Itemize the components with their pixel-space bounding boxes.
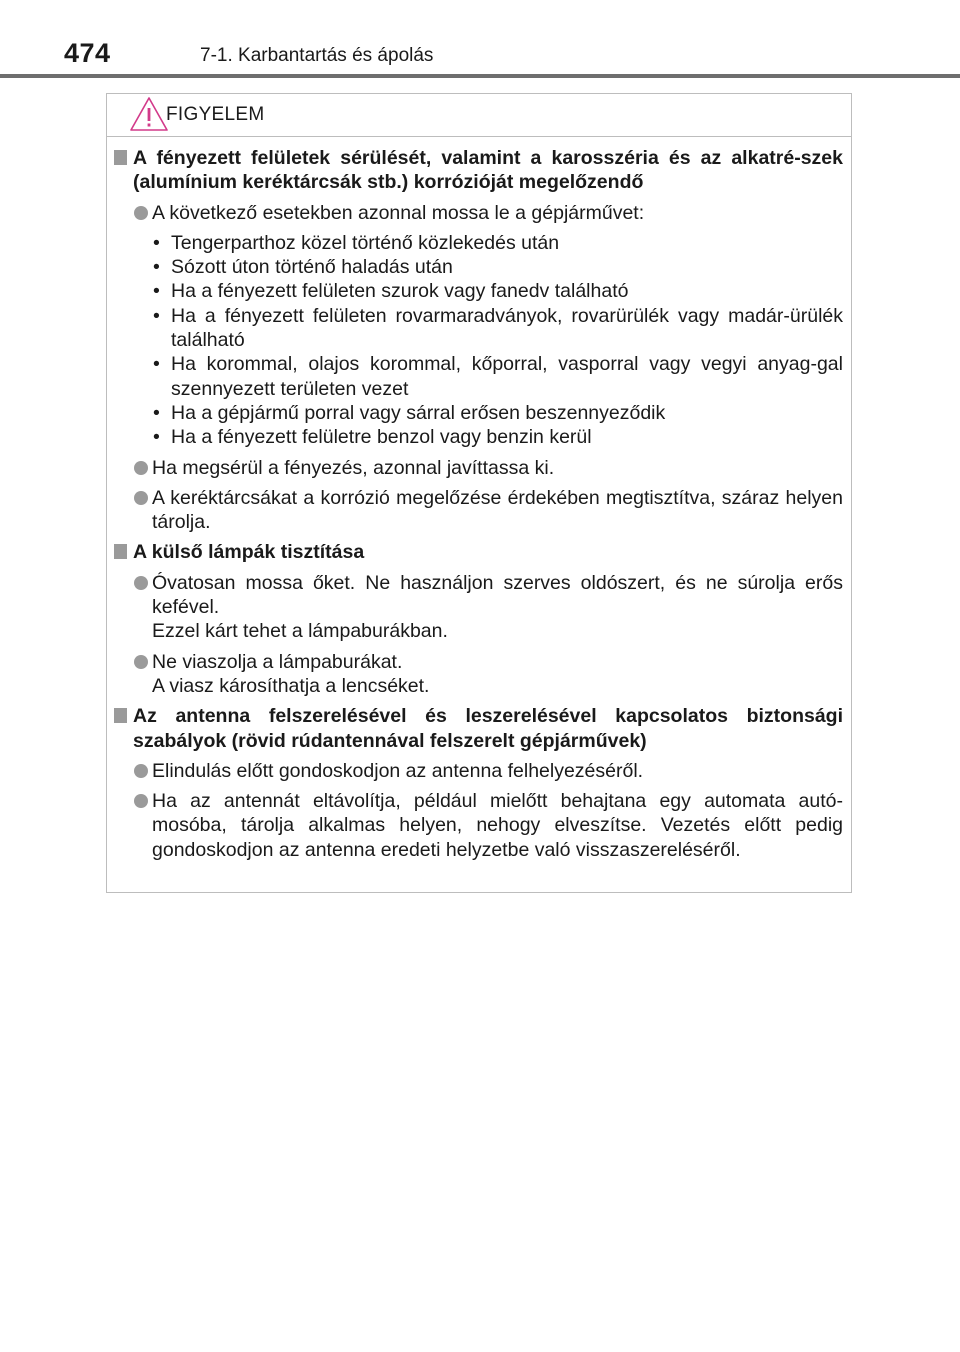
warning-header xyxy=(107,94,851,137)
item-text: Óvatosan mossa őket. Ne használjon szerves oldószert, és ne súrolja erős kefével. xyxy=(152,571,843,619)
round-bullet-icon xyxy=(134,491,148,505)
item-text: Elindulás előtt gondoskodjon az antenna felhelyezéséről. xyxy=(152,759,644,782)
round-bullet-icon xyxy=(134,576,148,590)
round-bullet-icon xyxy=(134,794,148,808)
round-bullet-icon xyxy=(134,206,148,220)
sub-bullet-item: • Ha korommal, olajos korommal, kőporral, vasporral vagy vegyi anyag-gal szennyezett területen vezet xyxy=(153,353,843,400)
square-bullet-icon xyxy=(114,150,127,165)
section-heading xyxy=(107,146,853,195)
section-heading xyxy=(107,704,853,753)
sub-bullet-item: • Tengerparthoz közel történő közlekedés után xyxy=(153,231,560,254)
sub-bullet-item: • Ha a fényezett felületen rovarmaradványok, rovarürülék vagy madár-ürülék található xyxy=(153,304,843,352)
list-item xyxy=(107,456,853,480)
warning-box xyxy=(106,93,852,893)
sub-bullet-item: • Ha a fényezett felületen szurok vagy fanedv található xyxy=(153,280,629,303)
warning-triangle-icon xyxy=(129,96,169,132)
page-header xyxy=(0,0,960,80)
page-number: 474 xyxy=(64,38,111,68)
warning-title: FIGYELEM xyxy=(166,104,265,125)
header-rule xyxy=(0,74,960,78)
square-bullet-icon xyxy=(114,708,127,723)
sub-bullet-item: • Ha a fényezett felületre benzol vagy benzin kerül xyxy=(153,426,592,449)
item-text: Ne viaszolja a lámpaburákat. xyxy=(152,650,403,673)
round-bullet-icon xyxy=(134,461,148,475)
section-heading-text: Az antenna felszerelésével és leszerelésével kapcsolatos biztonsági szabályok (rövid rúdantennával felszerelt gépjárművek) xyxy=(133,705,843,752)
section-heading-text: A fényezett felületek sérülését, valamint a karosszéria és az alkatré-szek (alumínium keréktárcsák stb.) korrózióját megelőzendő xyxy=(133,147,843,194)
item-text: A következő esetekben azonnal mossa le a gépjárművet: xyxy=(152,201,645,224)
list-item xyxy=(107,201,853,225)
square-bullet-icon xyxy=(114,544,127,559)
item-text: Ha az antennát eltávolítja, például mielőtt behajtana egy automata autó-mosóba, tárolja alkalmas helyen, nehogy elveszítse. Vezetés előtt pedig gondoskodjon az antenna eredeti helyzetbe való visszaszereléséről. xyxy=(152,790,843,861)
section-heading xyxy=(107,540,853,564)
item-text: Ha megsérül a fényezés, azonnal javíttassa ki. xyxy=(152,456,555,479)
section-title: 7-1. Karbantartás és ápolás xyxy=(200,45,434,66)
item-note: Ezzel kárt tehet a lámpaburákban. xyxy=(152,620,448,643)
round-bullet-icon xyxy=(134,655,148,669)
section-heading-text: A külső lámpák tisztítása xyxy=(133,541,365,564)
list-item xyxy=(107,571,853,644)
list-item xyxy=(107,759,853,783)
item-note: A viasz károsíthatja a lencséket. xyxy=(152,674,430,697)
list-item xyxy=(107,650,853,699)
warning-content xyxy=(107,146,853,868)
round-bullet-icon xyxy=(134,764,148,778)
sub-bullet-list xyxy=(107,231,853,450)
item-text: A keréktárcsákat a korrózió megelőzése érdekében megtisztítva, száraz helyen tárolja. xyxy=(152,486,843,534)
sub-bullet-item: • Sózott úton történő haladás után xyxy=(153,256,453,279)
list-item xyxy=(107,789,853,862)
sub-bullet-item: • Ha a gépjármű porral vagy sárral erősen beszennyeződik xyxy=(153,401,666,424)
list-item xyxy=(107,486,853,535)
